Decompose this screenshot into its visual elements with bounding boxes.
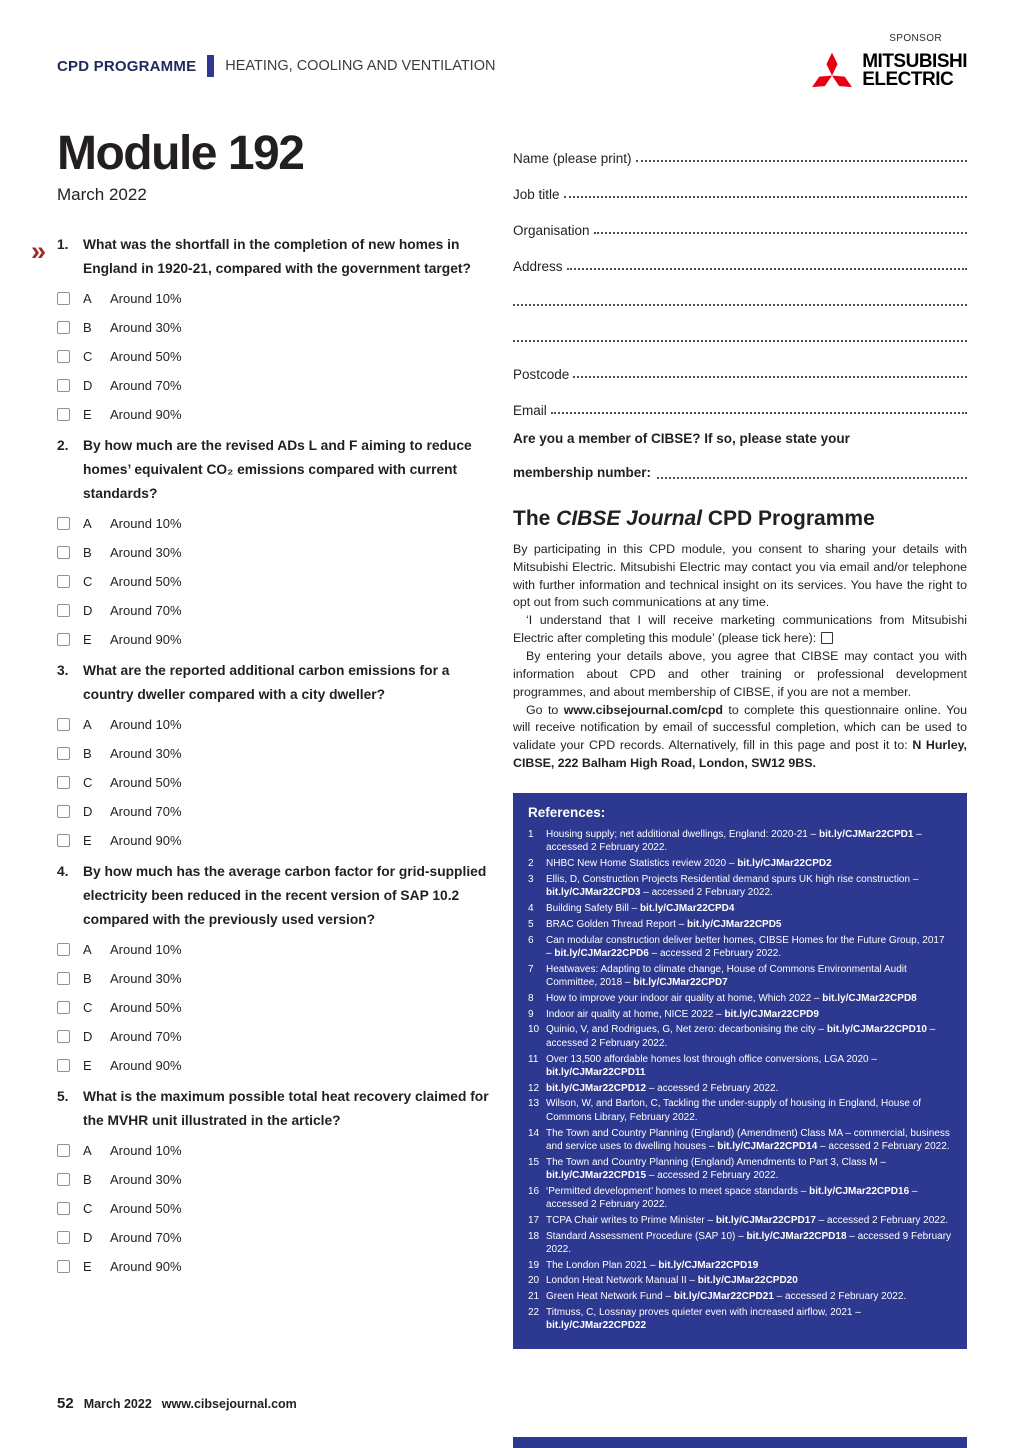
reference-item	[528, 1053, 952, 1080]
question-heading	[57, 1085, 493, 1133]
question-block	[57, 233, 493, 424]
reference-text: Housing supply; net additional dwellings, England: 2020-21 – bit.ly/CJMar22CPD1 – accessed 2 February 2022.	[546, 829, 922, 854]
question-number: 2.	[57, 438, 69, 453]
cpd-paragraph-submit	[513, 702, 967, 773]
reference-item	[528, 1008, 952, 1021]
form-field-row	[513, 310, 967, 346]
question-text: By how much are the revised ADs L and F aiming to reduce homes’ equivalent CO₂ emissions compared with current standards?	[83, 438, 472, 501]
reference-text: TCPA Chair writes to Prime Minister – bit.ly/CJMar22CPD17 – accessed 2 February 2022.	[546, 1214, 949, 1226]
cpd-paragraph-cibse-contact: By entering your details above, you agree that CIBSE may contact you with information about CPD and other training or professional development programmes, and about membership of CIBSE, if you are not a member.	[513, 649, 967, 699]
field-label: Postcode	[513, 367, 570, 382]
section-category: HEATING, COOLING AND VENTILATION	[225, 58, 496, 74]
option-label: Around 70%	[110, 378, 182, 393]
question-heading	[57, 659, 493, 707]
reference-item	[528, 1259, 952, 1272]
form-field-row	[513, 274, 967, 310]
answer-checkbox[interactable]	[57, 633, 70, 646]
membership-input-line[interactable]	[657, 477, 967, 479]
reference-item	[528, 934, 952, 961]
cpd-title	[513, 507, 967, 531]
reference-number: 5	[528, 918, 534, 930]
question-block	[57, 434, 493, 649]
reference-text: Over 13,500 affordable homes lost through office conversions, LGA 2020 – bit.ly/CJMar22CPD11	[546, 1053, 877, 1078]
option-letter: C	[83, 775, 93, 790]
option-label: Around 30%	[110, 1172, 182, 1187]
reference-number: 16	[528, 1185, 540, 1197]
answer-option[interactable]	[57, 715, 493, 734]
option-label: Around 10%	[110, 291, 182, 306]
reference-item	[528, 1097, 952, 1124]
option-letter: C	[83, 1201, 93, 1216]
answer-option[interactable]	[57, 405, 493, 424]
answer-option[interactable]	[57, 572, 493, 591]
answer-checkbox[interactable]	[57, 805, 70, 818]
field-input-line[interactable]	[594, 232, 967, 234]
answer-options	[57, 715, 493, 850]
reference-number: 6	[528, 934, 534, 946]
field-input-line[interactable]	[551, 412, 967, 414]
option-letter: D	[83, 804, 93, 819]
reference-item	[528, 992, 952, 1005]
option-label: Around 70%	[110, 804, 182, 819]
sponsor-brand-name	[862, 50, 967, 90]
cpd-paragraph-consent-intro: By participating in this CPD module, you consent to sharing your details with Mitsubishi Electric. Mitsubishi Electric may contact you via email and/or telephone with further information and technical insight on its services. You have the right to opt out from such communications at any time.	[513, 541, 967, 610]
reference-number: 1	[528, 829, 534, 841]
answer-option[interactable]	[57, 1027, 493, 1046]
section-chevron-icon: »	[31, 236, 47, 266]
question-text: By how much has the average carbon factor for grid-supplied electricity been reduced in the recent version of SAP 10.2 compared with the previously used version?	[83, 864, 487, 927]
option-letter: A	[83, 516, 92, 531]
answer-option[interactable]	[57, 969, 493, 988]
option-label: Around 10%	[110, 1143, 182, 1158]
answer-checkbox[interactable]	[57, 575, 70, 588]
membership-label: membership number:	[513, 465, 652, 480]
reference-item	[528, 1156, 952, 1183]
option-label: Around 50%	[110, 574, 182, 589]
marketing-consent-checkbox[interactable]	[821, 632, 833, 644]
references-list	[528, 828, 952, 1333]
answer-options	[57, 289, 493, 424]
question-block	[57, 659, 493, 850]
reference-number: 15	[528, 1156, 540, 1168]
reference-text: NHBC New Home Statistics review 2020 – bit.ly/CJMar22CPD2	[546, 858, 832, 870]
option-label: Around 50%	[110, 775, 182, 790]
reference-item	[528, 1082, 952, 1095]
section-kicker: CPD PROGRAMME	[57, 57, 197, 75]
reference-number: 20	[528, 1275, 540, 1287]
reference-number: 9	[528, 1008, 534, 1020]
option-letter: B	[83, 545, 92, 560]
answer-checkbox[interactable]	[57, 379, 70, 392]
question-block	[57, 1085, 493, 1276]
reference-text: The Town and Country Planning (England) Amendments to Part 3, Class M – bit.ly/CJMar22CPD15 – accessed 2 February 2022.	[546, 1156, 886, 1181]
module-date: March 2022	[57, 185, 147, 204]
answer-checkbox[interactable]	[57, 1144, 70, 1157]
answer-option[interactable]	[57, 318, 493, 337]
reference-number: 3	[528, 873, 534, 885]
answer-checkbox[interactable]	[57, 1173, 70, 1186]
question-number: 5.	[57, 1089, 69, 1104]
answer-checkbox[interactable]	[57, 718, 70, 731]
question-number: 3.	[57, 663, 69, 678]
option-letter: B	[83, 746, 92, 761]
answer-checkbox[interactable]	[57, 321, 70, 334]
cpd-title-post: CPD Programme	[702, 506, 875, 530]
option-letter: E	[83, 1058, 92, 1073]
sponsor-brand-line1: MITSUBISHI	[862, 50, 967, 72]
reference-number: 8	[528, 992, 534, 1004]
option-label: Around 90%	[110, 632, 182, 647]
reference-text: Building Safety Bill – bit.ly/CJMar22CPD4	[546, 903, 735, 915]
option-label: Around 30%	[110, 971, 182, 986]
field-label: Job title	[513, 187, 560, 202]
reference-number: 4	[528, 903, 534, 915]
reference-text: Standard Assessment Procedure (SAP 10) – bit.ly/CJMar22CPD18 – accessed 9 February 2022.	[546, 1230, 952, 1255]
quiz-column	[57, 127, 493, 1286]
field-label: Organisation	[513, 223, 590, 238]
questions-list	[57, 233, 493, 1276]
reference-number: 12	[528, 1082, 540, 1094]
reference-item	[528, 963, 952, 990]
answer-option[interactable]	[57, 514, 493, 533]
form-field-row	[513, 382, 967, 418]
reference-text: The Town and Country Planning (England) (Amendment) Class MA – commercial, business and service uses to dwelling houses – bit.ly/CJMar22CPD14 – accessed 2 February 2022.	[546, 1127, 950, 1152]
answer-checkbox[interactable]	[57, 1001, 70, 1014]
answer-option[interactable]	[57, 630, 493, 649]
form-column	[513, 130, 967, 1349]
field-input-line[interactable]	[573, 376, 967, 378]
reference-text: Wilson, W, and Barton, C, Tackling the under-supply of housing in England, House of Commons Library, February 2022.	[546, 1098, 922, 1123]
reference-text: Titmuss, C, Lossnay proves quieter even with increased airflow, 2021 – bit.ly/CJMar22CPD22	[546, 1307, 861, 1332]
option-letter: E	[83, 1259, 92, 1274]
answer-checkbox[interactable]	[57, 604, 70, 617]
option-label: Around 10%	[110, 717, 182, 732]
marketing-consent-text: ‘I understand that I will receive marketing communications from Mitsubishi Electric after completing this module’ (please tick here):	[513, 613, 967, 646]
reference-text: Green Heat Network Fund – bit.ly/CJMar22CPD21 – accessed 2 February 2022.	[546, 1291, 907, 1303]
entry-form	[513, 130, 967, 418]
answer-option[interactable]	[57, 601, 493, 620]
reference-text: London Heat Network Manual II – bit.ly/CJMar22CPD20	[546, 1275, 798, 1287]
cpd-paragraph-tick	[513, 612, 967, 648]
reference-number: 10	[528, 1024, 540, 1036]
question-heading	[57, 233, 493, 281]
answer-option[interactable]	[57, 831, 493, 850]
reference-number: 19	[528, 1259, 540, 1271]
option-letter: E	[83, 632, 92, 647]
field-label: Email	[513, 403, 547, 418]
question-number: 4.	[57, 864, 69, 879]
answer-checkbox[interactable]	[57, 1202, 70, 1215]
option-label: Around 50%	[110, 1201, 182, 1216]
answer-checkbox[interactable]	[57, 1030, 70, 1043]
footer-website: www.cibsejournal.com	[161, 1397, 297, 1411]
sponsor-brand	[809, 52, 967, 90]
answer-option[interactable]	[57, 543, 493, 562]
reference-item	[528, 1274, 952, 1287]
sponsor-label: SPONSOR	[889, 33, 942, 44]
option-label: Around 90%	[110, 407, 182, 422]
question-heading	[57, 860, 493, 932]
option-label: Around 90%	[110, 833, 182, 848]
answer-option[interactable]	[57, 998, 493, 1017]
membership-line1: Are you a member of CIBSE? If so, please state your	[513, 431, 850, 446]
page-number: 52	[57, 1395, 74, 1412]
reference-number: 22	[528, 1307, 540, 1319]
answer-checkbox[interactable]	[57, 408, 70, 421]
answer-checkbox[interactable]	[57, 1231, 70, 1244]
reference-number: 13	[528, 1098, 540, 1110]
option-letter: B	[83, 1172, 92, 1187]
answer-options	[57, 940, 493, 1075]
field-label: Name (please print)	[513, 151, 632, 166]
option-letter: C	[83, 1000, 93, 1015]
reference-text: Can modular construction deliver better homes, CIBSE Homes for the Future Group, 2017 – bit.ly/CJMar22CPD6 – accessed 2 February 2022.	[546, 934, 945, 959]
option-letter: D	[83, 378, 93, 393]
question-heading	[57, 434, 493, 506]
reference-item	[528, 873, 952, 900]
answer-option[interactable]	[57, 940, 493, 959]
option-label: Around 10%	[110, 942, 182, 957]
reference-number: 14	[528, 1127, 540, 1139]
reference-item	[528, 1306, 952, 1333]
option-label: Around 70%	[110, 1230, 182, 1245]
cpd-go-pre: Go to	[526, 702, 564, 717]
option-letter: D	[83, 603, 93, 618]
question-number: 1.	[57, 237, 69, 252]
reference-item	[528, 828, 952, 855]
field-input-line[interactable]	[513, 340, 967, 342]
reference-item	[528, 1290, 952, 1303]
reference-item	[528, 1127, 952, 1154]
question-text: What is the maximum possible total heat recovery claimed for the MVHR unit illustrated in the article?	[83, 1089, 489, 1128]
answer-option[interactable]	[57, 744, 493, 763]
option-letter: D	[83, 1230, 93, 1245]
answer-option[interactable]	[57, 1141, 493, 1160]
field-input-line[interactable]	[567, 268, 967, 270]
option-label: Around 70%	[110, 603, 182, 618]
reference-text: Heatwaves: Adapting to climate change, House of Commons Environmental Audit Committee, 2018 – bit.ly/CJMar22CPD7	[546, 963, 907, 989]
option-letter: A	[83, 291, 92, 306]
reference-text: How to improve your indoor air quality at home, Which 2022 – bit.ly/CJMar22CPD8	[546, 992, 917, 1004]
answer-option[interactable]	[57, 1199, 493, 1218]
reference-number: 2	[528, 858, 534, 870]
option-label: Around 30%	[110, 545, 182, 560]
option-letter: A	[83, 942, 92, 957]
sponsor-brand-line2: ELECTRIC	[862, 69, 954, 90]
reference-number: 11	[528, 1053, 539, 1065]
module-title: Module 192	[57, 127, 304, 180]
reference-item	[528, 1185, 952, 1212]
option-label: Around 90%	[110, 1058, 182, 1073]
page-header	[57, 55, 495, 77]
reference-item	[528, 902, 952, 915]
answer-checkbox[interactable]	[57, 972, 70, 985]
option-label: Around 30%	[110, 320, 182, 335]
reference-text: Ellis, D, Construction Projects Residential demand spurs UK high rise construction – bit.ly/CJMar22CPD3 – accessed 2 February 2022.	[546, 873, 919, 899]
membership-line2	[513, 449, 967, 483]
answer-options	[57, 1141, 493, 1276]
answer-checkbox[interactable]	[57, 834, 70, 847]
reference-text: The London Plan 2021 – bit.ly/CJMar22CPD19	[546, 1259, 759, 1271]
reference-item	[528, 1023, 952, 1050]
answer-option[interactable]	[57, 1228, 493, 1247]
field-label: Address	[513, 259, 563, 274]
option-letter: C	[83, 574, 93, 589]
cpd-title-journal: CIBSE Journal	[556, 506, 703, 530]
option-label: Around 50%	[110, 349, 182, 364]
option-letter: C	[83, 349, 93, 364]
footer-date: March 2022	[83, 1397, 152, 1411]
option-letter: A	[83, 717, 92, 732]
answer-checkbox[interactable]	[57, 546, 70, 559]
form-field-row	[513, 166, 967, 202]
field-input-line[interactable]	[513, 304, 967, 306]
references-box	[513, 793, 967, 1349]
form-field-row	[513, 238, 967, 274]
option-label: Around 10%	[110, 516, 182, 531]
answer-checkbox[interactable]	[57, 1260, 70, 1273]
reference-number: 18	[528, 1230, 540, 1242]
option-letter: A	[83, 1143, 92, 1158]
cpd-programme-section	[513, 507, 967, 773]
question-text: What are the reported additional carbon emissions for a country dweller compared with a city dweller?	[83, 663, 450, 702]
answer-option[interactable]	[57, 376, 493, 395]
answer-checkbox[interactable]	[57, 517, 70, 530]
reference-number: 17	[528, 1214, 540, 1226]
option-label: Around 70%	[110, 1029, 182, 1044]
reference-text: BRAC Golden Thread Report – bit.ly/CJMar22CPD5	[546, 918, 782, 930]
answer-checkbox[interactable]	[57, 747, 70, 760]
option-letter: B	[83, 971, 92, 986]
header-divider	[207, 55, 214, 77]
reference-text: Quinio, V, and Rodrigues, G, Net zero: decarbonising the city – bit.ly/CJMar22CPD10 – accessed 2 February 2022.	[546, 1024, 936, 1049]
mitsubishi-logo-icon	[809, 52, 855, 90]
answer-option[interactable]	[57, 289, 493, 308]
reference-text: ‘Permitted development’ homes to meet space standards – bit.ly/CJMar22CPD16 – accessed 2 February 2022.	[546, 1185, 918, 1210]
references-title: References:	[528, 805, 606, 821]
reference-item	[528, 1214, 952, 1227]
answer-option[interactable]	[57, 802, 493, 821]
reference-number: 7	[528, 963, 534, 975]
cpd-online-url: www.cibsejournal.com/cpd	[563, 702, 723, 717]
cpd-go-mid: to complete this questionnaire online. You will receive notification by email of successful completion, which can be used to validate your CPD records. Alternatively, fill in this page and post it to:	[513, 702, 967, 753]
answer-checkbox[interactable]	[57, 350, 70, 363]
option-letter: E	[83, 833, 92, 848]
reference-item	[528, 857, 952, 870]
question-block	[57, 860, 493, 1075]
answer-option[interactable]	[57, 1170, 493, 1189]
answer-option[interactable]	[57, 1257, 493, 1276]
field-input-line[interactable]	[636, 160, 967, 162]
answer-checkbox[interactable]	[57, 292, 70, 305]
bottom-accent-bar	[513, 1437, 967, 1448]
form-field-row	[513, 202, 967, 238]
option-label: Around 30%	[110, 746, 182, 761]
option-label: Around 90%	[110, 1259, 182, 1274]
form-field-row	[513, 130, 967, 166]
option-letter: D	[83, 1029, 93, 1044]
cpd-postal-address: N Hurley, CIBSE, 222 Balham High Road, London, SW12 9BS.	[513, 738, 967, 771]
answer-option[interactable]	[57, 347, 493, 366]
answer-option[interactable]	[57, 773, 493, 792]
answer-option[interactable]	[57, 1056, 493, 1075]
answer-checkbox[interactable]	[57, 1059, 70, 1072]
form-field-row	[513, 346, 967, 382]
reference-item	[528, 1230, 952, 1257]
cpd-title-pre: The	[513, 506, 557, 530]
answer-options	[57, 514, 493, 649]
field-input-line[interactable]	[564, 196, 967, 198]
option-letter: E	[83, 407, 92, 422]
membership-question	[513, 430, 967, 483]
page-footer	[57, 1395, 297, 1412]
reference-number: 21	[528, 1291, 540, 1303]
answer-checkbox[interactable]	[57, 776, 70, 789]
question-text: What was the shortfall in the completion of new homes in England in 1920-21, compared with the government target?	[83, 237, 471, 276]
option-letter: B	[83, 320, 92, 335]
reference-text: bit.ly/CJMar22CPD12 – accessed 2 February 2022.	[546, 1082, 779, 1094]
option-label: Around 50%	[110, 1000, 182, 1015]
answer-checkbox[interactable]	[57, 943, 70, 956]
reference-text: Indoor air quality at home, NICE 2022 – bit.ly/CJMar22CPD9	[546, 1008, 819, 1020]
reference-item	[528, 918, 952, 931]
